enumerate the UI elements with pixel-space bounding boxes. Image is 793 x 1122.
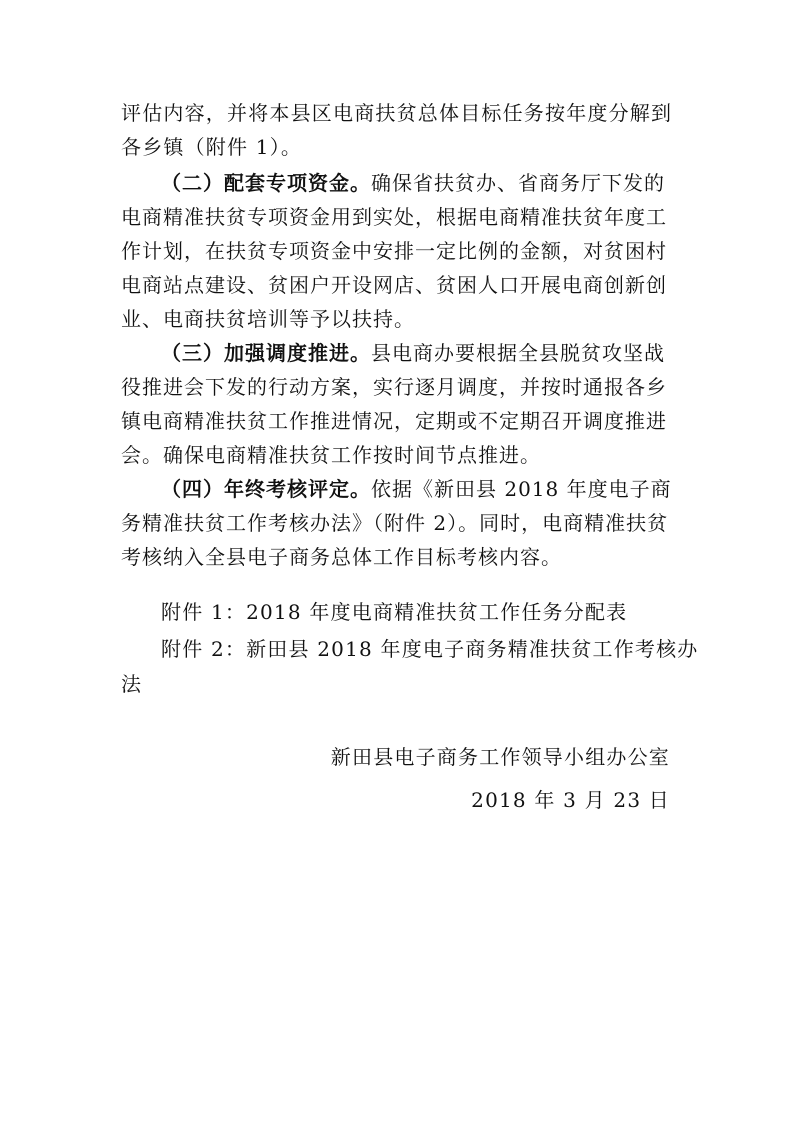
section-2-paragraph bbox=[121, 166, 677, 336]
section-2-body: 确保省扶贫办、省商务厅下发的电商精准扶贫专项资金用到实处，根据电商精准扶贫年度工作计划，在扶贫专项资金中安排一定比例的金额，对贫困村电商站点建设、贫困户开设网店、贫困人口开展电商创新创业、电商扶贫培训等予以扶持。 bbox=[121, 171, 667, 331]
section-4-paragraph bbox=[121, 472, 677, 574]
section-4-body: 依据《新田县 2018 年度电子商务精准扶贫工作考核办法》（附件 2）。同时，电商精准扶贫考核纳入全县电子商务总体工作目标考核内容。 bbox=[121, 477, 672, 569]
section-3-heading: （三）加强调度推进。 bbox=[161, 341, 371, 365]
intro-line-1: 评估内容，并将本县区电商扶贫总体目标任务按年度分解到 bbox=[121, 101, 673, 125]
attachment-2-continued: 法 bbox=[121, 672, 143, 696]
section-3-body: 县电商办要根据全县脱贫攻坚战役推进会下发的行动方案，实行逐月调度，并按时通报各乡镇电商精准扶贫工作推进情况，定期或不定期召开调度推进会。确保电商精准扶贫工作按时间节点推进。 bbox=[121, 341, 667, 467]
signature-date: 2018 年 3 月 23 日 bbox=[471, 788, 670, 812]
attachment-1: 附件 1：2018 年度电商精准扶贫工作任务分配表 bbox=[161, 600, 628, 624]
intro-line-2: 各乡镇（附件 1）。 bbox=[121, 135, 303, 159]
signature-org: 新田县电子商务工作领导小组办公室 bbox=[330, 745, 670, 769]
section-3-paragraph bbox=[121, 336, 677, 472]
section-2-heading: （二）配套专项资金。 bbox=[161, 171, 371, 195]
attachment-2: 附件 2：新田县 2018 年度电子商务精准扶贫工作考核办 bbox=[161, 637, 699, 661]
section-4-heading: （四）年终考核评定。 bbox=[161, 477, 371, 501]
